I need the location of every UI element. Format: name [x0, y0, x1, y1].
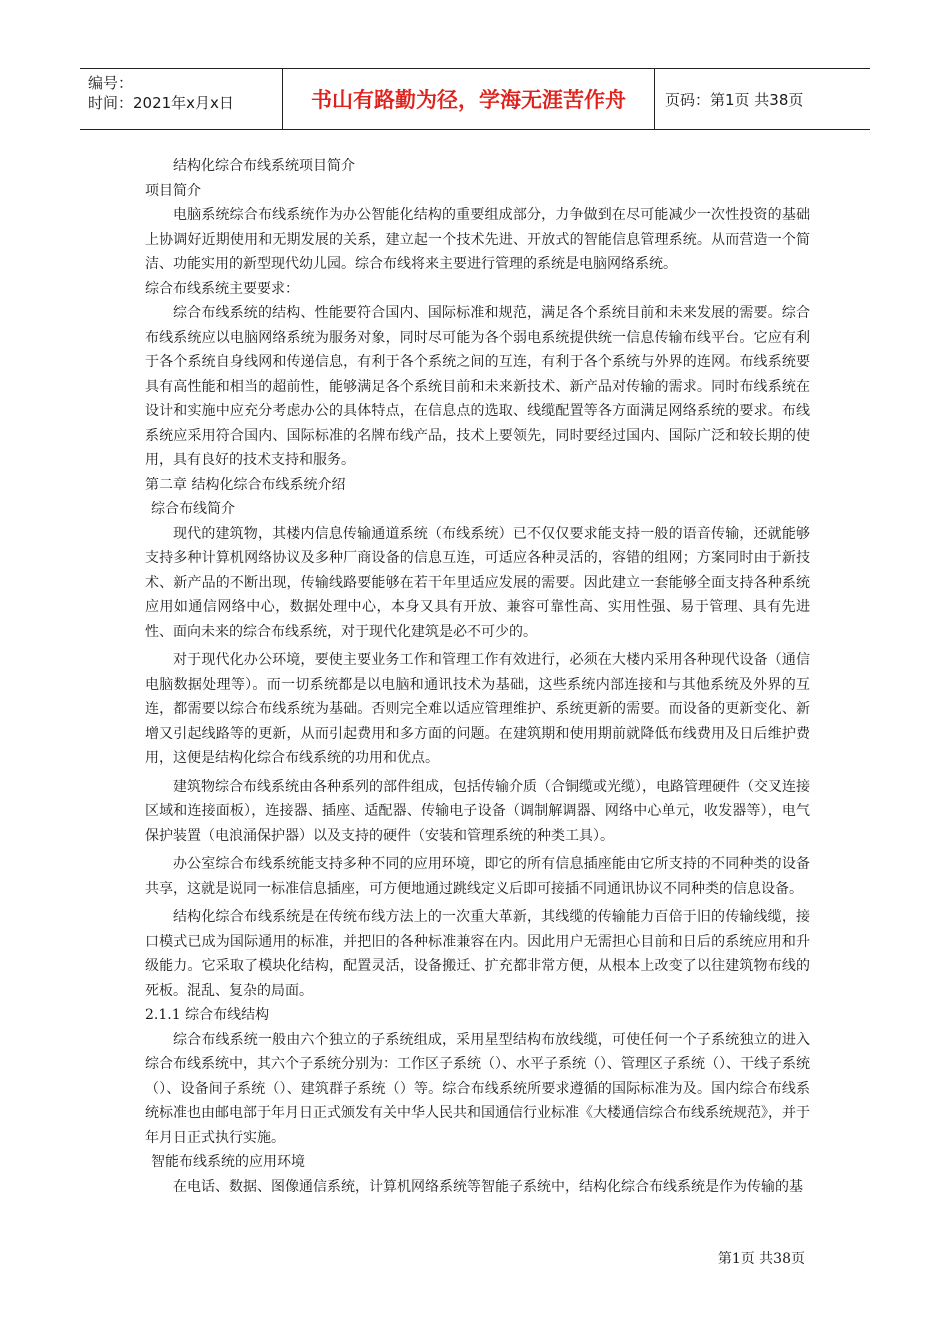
- heading-application-environment: 智能布线系统的应用环境: [151, 1154, 305, 1170]
- document-body: [145, 154, 810, 1199]
- paragraph: 在电话、数据、图像通信系统，计算机网络系统等智能子系统中，结构化综合布线系统是作为传输的基: [173, 1178, 803, 1195]
- document-time-label: 时间：2021年x月x日: [88, 94, 234, 112]
- paragraph: 现代的建筑物，其楼内信息传输通道系统（布线系统）已不仅仅要求能支持一般的语音传输，还就能够支持多种计算机网络协议及多种厂商设备的信息互连，可适应各种灵活的，容错的组网；方案同时由于新技术、新产品的不断出现，传输线路要能够在若干年里适应发展的需要。因此建立一套能够全面支持各种系统应用如通信网络中心，数据处理中心，本身又具有开放、兼容可靠性高、实用性强、易于管理、具有先进性、面向未来的综合布线系统，对于现代化建筑是必不可少的。: [145, 525, 810, 640]
- paragraph: 综合布线系统的结构、性能要符合国内、国际标准和规范，满足各个系统目前和未来发展的需要。综合布线系统应以电脑网络系统为服务对象，同时尽可能为各个弱电系统提供统一信息传输布线平台。它应有利于各个系统自身线网和传递信息，有利于各个系统之间的互连，有利于各个系统与外界的连网。布线系统要具有高性能和相当的超前性，能够满足各个系统目前和未来新技术、新产品对传输的需求。同时布线系统在设计和实施中应充分考虑办公的具体特点，在信息点的选取、线缆配置等各方面满足网络系统的要求。布线系统应采用符合国内、国际标准的名牌布线产品，技术上要领先，同时要经过国内、国际广泛和较长期的使用，具有良好的技术支持和服务。: [145, 305, 810, 468]
- heading-chapter-2: 第二章 结构化综合布线系统介绍: [145, 476, 346, 493]
- paragraph: 结构化综合布线系统是在传统布线方法上的一次重大革新，其线缆的传输能力百倍于旧的传输线缆，接口模式已成为国际通用的标准，并把旧的各种标准兼容在内。因此用户无需担心目前和日后的系统应用和升级能力。它采取了模块化结构，配置灵活，设备搬迁、扩充都非常方便，从根本上改变了以往建筑物布线的死板。混乱、复杂的局面。: [145, 909, 810, 999]
- heading-cabling-intro: 综合布线简介: [151, 501, 235, 517]
- header-page-info: 页码：第1页 共38页: [665, 90, 804, 109]
- document-title: 结构化综合布线系统项目简介: [173, 158, 355, 174]
- header-meta: [80, 69, 283, 129]
- paragraph: 综合布线系统一般由六个独立的子系统组成，采用星型结构布放线缆，可使任何一个子系统独立的进入综合布线系统中，其六个子系统分别为：工作区子系统（）、水平子系统（）、管理区子系统（）、干线子系统（）、设备间子系统（）、建筑群子系统（）等。综合布线系统所要求遵循的国际标准为及。国内综合布线系统标准也由邮电部于年月日正式颁发有关中华人民共和国通信行业标准《大楼通信综合布线系统规范》，并于年月日正式执行实施。: [145, 1031, 810, 1146]
- paragraph: 电脑系统综合布线系统作为办公智能化结构的重要组成部分，力争做到在尽可能减少一次性投资的基础上协调好近期使用和无期发展的关系，建立起一个技术先进、开放式的智能信息管理系统。从而营造一个简洁、功能实用的新型现代幼儿园。综合布线将来主要进行管理的系统是电脑网络系统。: [145, 207, 810, 272]
- heading-requirements: 综合布线系统主要要求：: [145, 280, 299, 297]
- page-header: [80, 68, 870, 130]
- paragraph: 办公室综合布线系统能支持多种不同的应用环境，即它的所有信息插座能由它所支持的不同种类的设备共享，这就是说同一标准信息插座，可方便地通过跳线定义后即可接插不同通讯协议不同种类的信息设备。: [145, 856, 810, 897]
- paragraph: 建筑物综合布线系统由各种系列的部件组成，包括传输介质（合铜缆或光缆），电路管理硬件（交叉连接区域和连接面板），连接器、插座、适配器、传输电子设备（调制解调器、网络中心单元，收发器等），电气保护装置（电浪涌保护器）以及支持的硬件（安装和管理系统的种类工具）。: [145, 778, 810, 844]
- heading-project-intro: 项目简介: [145, 182, 201, 199]
- paragraph: 对于现代化办公环境，要使主要业务工作和管理工作有效进行，必须在大楼内采用各种现代设备（通信电脑数据处理等）。而一切系统都是以电脑和通讯技术为基础，这些系统内部连接和与其他系统及外界的互连，都需要以综合布线系统为基础。否则完全难以适应管理维护、系统更新的需要。而设备的更新变化、新增又引起线路等的更新，从而引起费用和多方面的问题。在建筑期和使用期前就降低布线费用及日后维护费用，这便是结构化综合布线系统的功用和优点。: [145, 652, 810, 766]
- page-footer: 第1页 共38页: [717, 1251, 805, 1267]
- header-motto: 书山有路勤为径，学海无涯苦作舟: [283, 69, 655, 129]
- heading-2-1-1: 2.1.1 综合布线结构: [145, 1007, 270, 1023]
- document-number-label: 编号：: [88, 74, 134, 92]
